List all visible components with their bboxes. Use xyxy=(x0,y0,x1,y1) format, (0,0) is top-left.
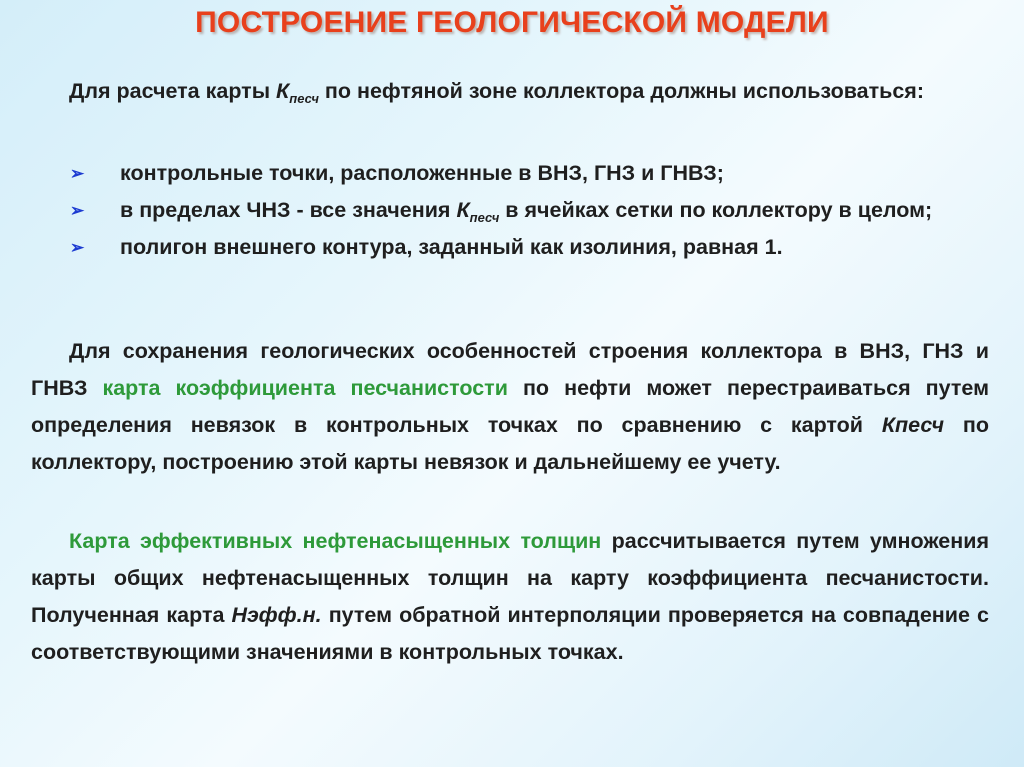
k-subscript: песч xyxy=(289,91,319,106)
para3-highlight: Карта эффективных нефтенасыщенных толщин xyxy=(69,529,602,553)
bullet-item-1 xyxy=(70,155,995,192)
k-symbol: К xyxy=(276,79,290,103)
bullet-1-text: контрольные точки, расположенные в ВНЗ, ГНЗ и ГНВЗ; xyxy=(120,161,724,185)
intro-text-end: по нефтяной зоне коллектора должны использоваться: xyxy=(318,79,924,103)
para2-text-a: Для сохранения геологических особенностей строения коллектора в ВНЗ, ГНЗ и ГНВЗ xyxy=(31,339,989,400)
intro-paragraph xyxy=(31,73,989,110)
para2-highlight: карта коэффициента песчанистости xyxy=(102,376,508,400)
bullet-3-text: полигон внешнего контура, заданный как изолиния, равная 1. xyxy=(120,235,783,259)
para2-text-b: по нефти может перестраиваться путем определения невязок в контрольных точках по сравнению с картой xyxy=(31,376,989,437)
para3-text-a: рассчитывается путем умножения карты общих нефтенасыщенных толщин на карту коэффициента песчанистости. Полученная карта xyxy=(31,529,989,627)
para2-text-c: по коллектору, построению этой карты невязок и дальнейшему ее учету. xyxy=(31,413,989,474)
arrow-bullet-icon: ➢ xyxy=(70,238,85,257)
bullet-2-text-start: в пределах ЧНЗ - все значения xyxy=(120,198,457,222)
bullet-item-3 xyxy=(70,229,995,266)
bullet-list xyxy=(70,155,995,266)
para2-italic-term: Кпесч xyxy=(881,413,945,437)
k-subscript: песч xyxy=(469,210,500,225)
arrow-bullet-icon: ➢ xyxy=(70,201,85,220)
para3-text-b: путем обратной интерполяции проверяется на совпадение с соответствующими значениями в контрольных точках. xyxy=(31,603,989,664)
para3-italic-term: Нэфф.н. xyxy=(231,603,322,627)
bullet-2-text-end: в ячейках сетки по коллектору в целом; xyxy=(499,198,933,222)
intro-text-start: Для расчета карты xyxy=(69,79,277,103)
arrow-bullet-icon: ➢ xyxy=(70,164,85,183)
paragraph-3 xyxy=(31,523,989,671)
paragraph-2 xyxy=(31,333,989,481)
k-symbol: К xyxy=(456,198,470,222)
slide-title: ПОСТРОЕНИЕ ГЕОЛОГИЧЕСКОЙ МОДЕЛИ xyxy=(195,6,829,39)
bullet-item-2 xyxy=(70,192,995,229)
